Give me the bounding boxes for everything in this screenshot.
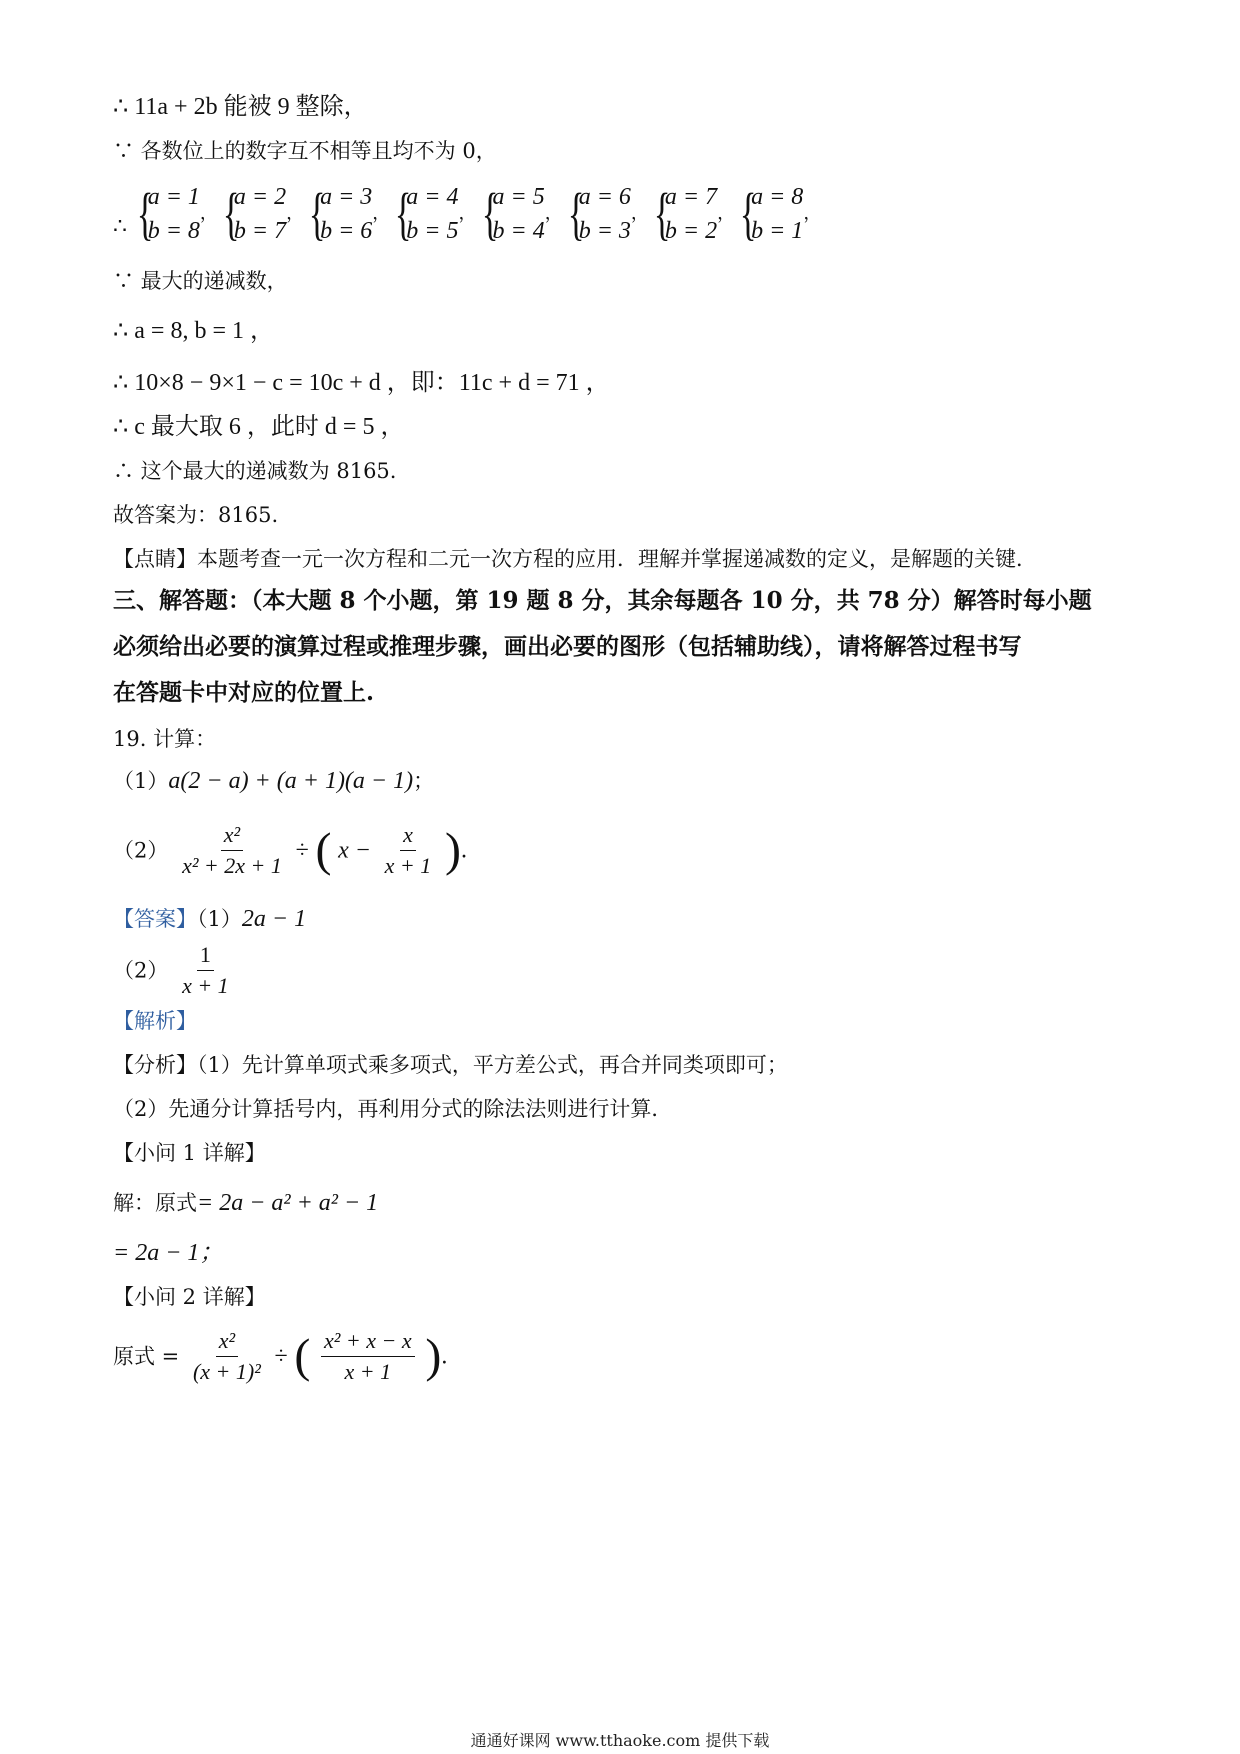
- equation-system: { a = 2 b = 7 ，: [222, 181, 305, 246]
- equation-system: { a = 4 b = 5 ，: [395, 181, 477, 246]
- equation-system: { a = 8 b = 1 ，: [739, 181, 822, 246]
- equation-row: b = 1: [751, 218, 804, 244]
- solution-line: = 2a − 1；: [113, 1240, 224, 1266]
- equation-row: b = 5: [406, 218, 459, 244]
- text-line: ∵ 最大的递减数，: [113, 269, 288, 293]
- fraction: $\frac{x}{x + 1}$: [384, 822, 432, 878]
- dianjing-note: 【点睛】本题考查一元一次方程和二元一次方程的应用．理解并掌握递减数的定义，是解题的关键．: [113, 547, 1037, 571]
- equation-row: b = 3: [578, 218, 631, 244]
- equation-system: { a = 6 b = 3 ，: [567, 181, 649, 246]
- solution-line: 原式 = $\frac{\text{x²}}{\text{(x + 1)²}}$ ÷ ( $\frac{\text{x² + x − x}}{x + 1}$ ).: [113, 1326, 447, 1387]
- text-line: ∴ 11a + 2b 能被 9 整除，: [113, 94, 368, 120]
- text-line: ∴ 这个最大的递减数为 8165.: [113, 459, 397, 483]
- equation-system: { a = 3 b = 6 ，: [308, 181, 391, 246]
- fraction: $\frac{\text{x²}}{\text{x² + 2x + 1}}$: [182, 822, 282, 878]
- question-part-1: （1）a(2 − a) + (a + 1)(a − 1)；: [113, 768, 435, 794]
- text-line: ∴ a = 8, b = 1 ，: [113, 318, 274, 344]
- sub-question-1-title: 【小问 1 详解】: [113, 1141, 266, 1165]
- equation-system: { a = 5 b = 4 ，: [481, 181, 563, 246]
- fraction: $\frac{\text{x²}}{\text{(x + 1)²}}$: [192, 1328, 261, 1384]
- section-heading-line3: 在答题卡中对应的位置上.: [113, 679, 375, 706]
- section-heading-line1: 三、解答题：（本大题 8 个小题，第 19 题 8 分，其余每题各 10 分，共 78 分）解答时每小题: [113, 587, 1092, 614]
- text-line: ∴ 10×8 − 9×1 − c = 10c + d ，即：11c + d = 71 ，: [113, 370, 610, 396]
- brace-icon: {: [222, 181, 240, 246]
- page-footer: 通通好课网 www.tthaoke.com 提供下载: [470, 1731, 770, 1750]
- equation-row: a = 8: [751, 184, 804, 210]
- brace-icon: {: [567, 181, 585, 246]
- equation-row: a = 4: [406, 184, 459, 210]
- analysis-line: （2）先通分计算括号内，再利用分式的除法法则进行计算．: [113, 1097, 673, 1121]
- analysis-line: 【分析】（1）先计算单项式乘多项式，平方差公式，再合并同类项即可；: [113, 1053, 788, 1077]
- equation-row: b = 2: [664, 218, 718, 244]
- brace-icon: {: [653, 181, 671, 246]
- brace-icon: {: [395, 181, 412, 246]
- answer-line-2: （2） $\frac{1}{x + 1}$: [113, 940, 236, 1001]
- equation-row: b = 6: [320, 218, 373, 244]
- equation-system: { a = 1 b = 8 ，: [136, 181, 218, 246]
- analysis-tag: 【解析】: [113, 1009, 197, 1033]
- text-line: ∴ c 最大取 6 ，此时 d = 5 ，: [113, 414, 405, 440]
- text-line: ∵ 各数位上的数字互不相等且均不为 0，: [113, 139, 497, 163]
- fraction: $\frac{1}{x + 1}$: [182, 942, 229, 998]
- solution-line: 解：原式= 2a − a² + a² − 1: [113, 1190, 379, 1216]
- systems-line: ∴ { a = 1 b = 8 ， { a = 2 b = 7 ， { a = 3 b = 6 ， { a = 4 b = 5 ， { a = 5 b = 4 ， { a = 6 b = 3 ， { a = 7 b = 2 ， { a = 8 b = 1 ，: [113, 181, 822, 246]
- equation-row: a = 3: [320, 184, 373, 210]
- equation-row: a = 6: [578, 184, 631, 210]
- sub-question-2-title: 【小问 2 详解】: [113, 1285, 266, 1309]
- brace-icon: {: [308, 181, 326, 246]
- answer-line-1: 【答案】（1）2a − 1: [113, 906, 307, 932]
- equation-row: b = 7: [233, 218, 287, 244]
- equation-row: b = 8: [147, 218, 200, 244]
- equation-row: a = 1: [147, 184, 200, 210]
- question-part-2: （2） $\frac{\text{x²}}{\text{x² + 2x + 1}}$ ÷ ( x − $\frac{x}{x + 1}$ ).: [113, 820, 467, 881]
- equation-row: b = 4: [492, 218, 545, 244]
- equation-systems: [134, 181, 824, 246]
- equation-system: { a = 7 b = 2 ，: [653, 181, 736, 246]
- equation-row: a = 2: [233, 184, 287, 210]
- brace-icon: {: [136, 181, 154, 246]
- equation-row: a = 7: [664, 184, 718, 210]
- question-title: 19. 计算：: [113, 727, 217, 751]
- brace-icon: {: [481, 181, 499, 246]
- brace-icon: {: [739, 181, 757, 246]
- equation-row: a = 5: [492, 184, 545, 210]
- text-line: 故答案为：8165.: [113, 503, 279, 527]
- fraction: $\frac{\text{x² + x − x}}{x + 1}$: [321, 1326, 415, 1387]
- section-heading-line2: 必须给出必要的演算过程或推理步骤，画出必要的图形（包括辅助线），请将解答过程书写: [113, 633, 1022, 660]
